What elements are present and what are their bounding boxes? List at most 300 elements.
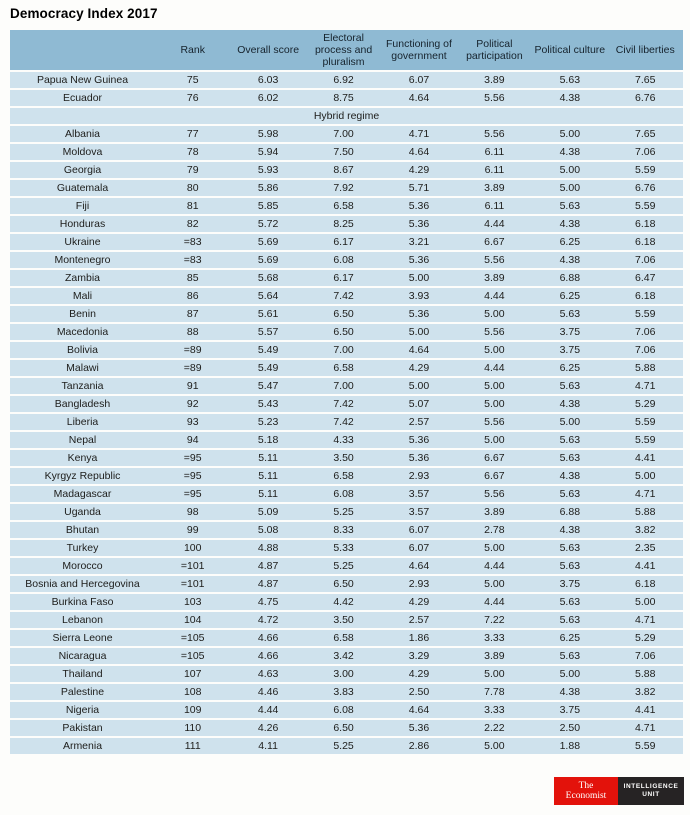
cell-value: 4.66: [230, 648, 305, 664]
table-row: [10, 666, 683, 682]
cell-value: 5.00: [532, 414, 607, 430]
cell-value: 2.93: [381, 468, 456, 484]
cell-country: Ecuador: [10, 90, 155, 106]
cell-value: 4.38: [532, 684, 607, 700]
cell-value: 6.03: [230, 72, 305, 88]
cell-country: Uganda: [10, 504, 155, 520]
intelligence-unit-logo: [618, 777, 684, 805]
cell-value: 5.00: [608, 468, 683, 484]
cell-value: 4.42: [306, 594, 381, 610]
cell-value: 5.88: [608, 360, 683, 376]
cell-country: Georgia: [10, 162, 155, 178]
cell-value: 6.88: [532, 504, 607, 520]
cell-value: 6.58: [306, 198, 381, 214]
cell-value: 3.33: [457, 702, 532, 718]
cell-value: 4.88: [230, 540, 305, 556]
cell-value: 5.08: [230, 522, 305, 538]
cell-value: 5.00: [457, 342, 532, 358]
cell-country: Bosnia and Hercegovina: [10, 576, 155, 592]
cell-value: 4.71: [608, 612, 683, 628]
cell-value: 4.66: [230, 630, 305, 646]
table-row: [10, 738, 683, 754]
cell-country: Mali: [10, 288, 155, 304]
cell-country: Kyrgyz Republic: [10, 468, 155, 484]
cell-value: 109: [155, 702, 230, 718]
cell-value: 4.87: [230, 558, 305, 574]
cell-country: Morocco: [10, 558, 155, 574]
column-header: Electoral process and pluralism: [306, 30, 381, 70]
cell-value: 6.08: [306, 702, 381, 718]
democracy-index-table: [10, 28, 683, 756]
table-row: [10, 450, 683, 466]
cell-value: 110: [155, 720, 230, 736]
cell-value: 6.25: [532, 288, 607, 304]
cell-value: =95: [155, 450, 230, 466]
cell-value: 3.21: [381, 234, 456, 250]
cell-value: 4.46: [230, 684, 305, 700]
cell-country: Bhutan: [10, 522, 155, 538]
cell-country: Palestine: [10, 684, 155, 700]
cell-value: 6.50: [306, 720, 381, 736]
cell-value: 4.29: [381, 594, 456, 610]
economist-logo-line2: Economist: [565, 791, 607, 801]
cell-value: 5.63: [532, 72, 607, 88]
cell-value: 79: [155, 162, 230, 178]
cell-value: 3.57: [381, 504, 456, 520]
cell-value: 5.36: [381, 198, 456, 214]
cell-value: 5.11: [230, 450, 305, 466]
cell-value: 92: [155, 396, 230, 412]
cell-value: 3.42: [306, 648, 381, 664]
cell-value: 7.42: [306, 396, 381, 412]
table-row: [10, 180, 683, 196]
cell-value: 4.29: [381, 162, 456, 178]
cell-value: 7.06: [608, 324, 683, 340]
table-row: [10, 234, 683, 250]
cell-value: 5.43: [230, 396, 305, 412]
cell-value: 5.07: [381, 396, 456, 412]
column-header: Civil liberties: [608, 30, 683, 70]
cell-value: 6.50: [306, 324, 381, 340]
cell-value: =95: [155, 468, 230, 484]
cell-value: 75: [155, 72, 230, 88]
economist-logo: [554, 777, 618, 805]
cell-value: 94: [155, 432, 230, 448]
cell-value: 6.76: [608, 180, 683, 196]
cell-value: 5.71: [381, 180, 456, 196]
cell-value: 5.59: [608, 162, 683, 178]
cell-value: 4.41: [608, 558, 683, 574]
cell-value: 6.07: [381, 522, 456, 538]
cell-value: 5.86: [230, 180, 305, 196]
cell-country: Benin: [10, 306, 155, 322]
cell-value: 5.63: [532, 306, 607, 322]
table-row: [10, 144, 683, 160]
table-row: [10, 522, 683, 538]
table-row: [10, 324, 683, 340]
column-header: Overall score: [230, 30, 305, 70]
intelligence-unit-line2: UNIT: [642, 791, 660, 798]
cell-value: =89: [155, 360, 230, 376]
cell-country: Papua New Guinea: [10, 72, 155, 88]
cell-value: 4.41: [608, 702, 683, 718]
cell-country: Burkina Faso: [10, 594, 155, 610]
cell-value: 6.88: [532, 270, 607, 286]
cell-value: =101: [155, 558, 230, 574]
cell-value: 7.06: [608, 342, 683, 358]
cell-value: 5.88: [608, 504, 683, 520]
cell-value: 7.22: [457, 612, 532, 628]
cell-value: 4.44: [457, 360, 532, 376]
cell-value: 6.50: [306, 576, 381, 592]
cell-value: 8.67: [306, 162, 381, 178]
cell-value: 5.00: [532, 666, 607, 682]
cell-value: 5.00: [532, 180, 607, 196]
column-header-country: [10, 30, 155, 70]
cell-value: 4.64: [381, 144, 456, 160]
cell-value: 4.44: [230, 702, 305, 718]
cell-value: 4.33: [306, 432, 381, 448]
cell-value: 86: [155, 288, 230, 304]
cell-value: 4.38: [532, 396, 607, 412]
cell-value: 5.11: [230, 468, 305, 484]
cell-value: 5.47: [230, 378, 305, 394]
cell-value: 7.06: [608, 252, 683, 268]
cell-value: 108: [155, 684, 230, 700]
cell-value: 2.57: [381, 414, 456, 430]
cell-value: 87: [155, 306, 230, 322]
cell-value: 3.89: [457, 180, 532, 196]
table-row: [10, 342, 683, 358]
cell-value: 6.11: [457, 144, 532, 160]
cell-value: 3.00: [306, 666, 381, 682]
cell-country: Malawi: [10, 360, 155, 376]
cell-value: 5.59: [608, 738, 683, 754]
cell-value: 7.00: [306, 378, 381, 394]
column-header: Rank: [155, 30, 230, 70]
table-header: [10, 30, 683, 70]
cell-value: 3.29: [381, 648, 456, 664]
cell-value: 6.18: [608, 288, 683, 304]
cell-country: Tanzania: [10, 378, 155, 394]
cell-value: 5.63: [532, 432, 607, 448]
cell-value: 111: [155, 738, 230, 754]
cell-value: 91: [155, 378, 230, 394]
cell-country: Guatemala: [10, 180, 155, 196]
table-row: [10, 378, 683, 394]
cell-value: 4.29: [381, 360, 456, 376]
cell-value: 4.64: [381, 342, 456, 358]
cell-value: 6.18: [608, 576, 683, 592]
cell-country: Thailand: [10, 666, 155, 682]
cell-value: 5.61: [230, 306, 305, 322]
cell-value: 2.57: [381, 612, 456, 628]
cell-value: 5.29: [608, 396, 683, 412]
cell-value: 4.87: [230, 576, 305, 592]
cell-value: 3.33: [457, 630, 532, 646]
cell-value: 3.75: [532, 342, 607, 358]
cell-value: 5.64: [230, 288, 305, 304]
table-row: [10, 270, 683, 286]
cell-value: 7.78: [457, 684, 532, 700]
cell-value: 6.18: [608, 216, 683, 232]
cell-country: Kenya: [10, 450, 155, 466]
cell-value: 5.72: [230, 216, 305, 232]
cell-value: 5.00: [457, 540, 532, 556]
cell-value: 3.89: [457, 72, 532, 88]
cell-value: 6.47: [608, 270, 683, 286]
cell-value: 5.63: [532, 486, 607, 502]
cell-value: 5.00: [457, 378, 532, 394]
intelligence-unit-line1: INTELLIGENCE: [623, 783, 679, 790]
cell-value: 5.63: [532, 594, 607, 610]
cell-value: 7.65: [608, 126, 683, 142]
cell-value: 99: [155, 522, 230, 538]
cell-value: 5.69: [230, 234, 305, 250]
cell-value: 4.44: [457, 288, 532, 304]
cell-country: Fiji: [10, 198, 155, 214]
cell-value: 2.93: [381, 576, 456, 592]
cell-value: =105: [155, 630, 230, 646]
cell-value: 5.36: [381, 450, 456, 466]
cell-value: 85: [155, 270, 230, 286]
table-row: [10, 630, 683, 646]
cell-value: 88: [155, 324, 230, 340]
cell-country: Bangladesh: [10, 396, 155, 412]
cell-value: 6.92: [306, 72, 381, 88]
cell-value: 3.82: [608, 522, 683, 538]
cell-value: 6.17: [306, 270, 381, 286]
cell-value: 5.00: [457, 738, 532, 754]
table-row: [10, 594, 683, 610]
cell-value: 7.42: [306, 414, 381, 430]
cell-country: Montenegro: [10, 252, 155, 268]
cell-value: 6.11: [457, 198, 532, 214]
table-row: [10, 414, 683, 430]
cell-value: 4.63: [230, 666, 305, 682]
cell-value: 5.59: [608, 414, 683, 430]
cell-country: Liberia: [10, 414, 155, 430]
table-row: [10, 684, 683, 700]
cell-value: 5.00: [457, 306, 532, 322]
cell-country: Lebanon: [10, 612, 155, 628]
cell-value: 6.67: [457, 450, 532, 466]
cell-value: 5.93: [230, 162, 305, 178]
cell-value: 4.75: [230, 594, 305, 610]
cell-value: 6.11: [457, 162, 532, 178]
table-row: [10, 72, 683, 88]
table-row: [10, 396, 683, 412]
cell-value: 6.08: [306, 486, 381, 502]
cell-value: 5.63: [532, 450, 607, 466]
cell-value: 2.22: [457, 720, 532, 736]
cell-country: Bolivia: [10, 342, 155, 358]
cell-value: 7.42: [306, 288, 381, 304]
cell-value: 6.58: [306, 468, 381, 484]
cell-value: 80: [155, 180, 230, 196]
cell-country: Honduras: [10, 216, 155, 232]
cell-value: 4.38: [532, 144, 607, 160]
cell-value: 2.50: [381, 684, 456, 700]
cell-value: 5.25: [306, 738, 381, 754]
cell-country: Macedonia: [10, 324, 155, 340]
cell-value: 5.56: [457, 252, 532, 268]
cell-value: 3.50: [306, 450, 381, 466]
cell-value: 5.56: [457, 90, 532, 106]
cell-value: 5.63: [532, 540, 607, 556]
cell-value: 3.93: [381, 288, 456, 304]
cell-value: 6.18: [608, 234, 683, 250]
cell-value: 7.00: [306, 126, 381, 142]
cell-value: 2.86: [381, 738, 456, 754]
cell-country: Turkey: [10, 540, 155, 556]
cell-value: 5.56: [457, 126, 532, 142]
table-row: [10, 612, 683, 628]
economist-logo-line1: The: [578, 781, 594, 791]
cell-value: 3.83: [306, 684, 381, 700]
cell-value: 5.33: [306, 540, 381, 556]
table-row: [10, 648, 683, 664]
cell-value: 5.36: [381, 432, 456, 448]
cell-value: 6.25: [532, 234, 607, 250]
cell-value: 6.76: [608, 90, 683, 106]
cell-value: 5.25: [306, 558, 381, 574]
table-row: [10, 432, 683, 448]
cell-value: 5.09: [230, 504, 305, 520]
table-row: [10, 288, 683, 304]
table-row: [10, 702, 683, 718]
cell-value: =89: [155, 342, 230, 358]
cell-value: 5.63: [532, 612, 607, 628]
table-row: [10, 558, 683, 574]
cell-country: Madagascar: [10, 486, 155, 502]
cell-value: 5.59: [608, 432, 683, 448]
cell-value: 6.02: [230, 90, 305, 106]
cell-value: 3.75: [532, 324, 607, 340]
table-row: [10, 198, 683, 214]
table-row: [10, 468, 683, 484]
cell-value: 6.07: [381, 540, 456, 556]
cell-value: 77: [155, 126, 230, 142]
cell-value: 4.44: [457, 216, 532, 232]
cell-value: 5.57: [230, 324, 305, 340]
cell-value: 6.25: [532, 360, 607, 376]
cell-value: 4.26: [230, 720, 305, 736]
cell-value: 5.00: [381, 324, 456, 340]
cell-value: 5.25: [306, 504, 381, 520]
cell-value: 76: [155, 90, 230, 106]
cell-value: 3.89: [457, 648, 532, 664]
table-row: [10, 90, 683, 106]
cell-value: 81: [155, 198, 230, 214]
cell-country: Moldova: [10, 144, 155, 160]
section-row: [10, 108, 683, 124]
cell-value: 5.00: [608, 594, 683, 610]
cell-value: 5.00: [381, 270, 456, 286]
table-row: [10, 504, 683, 520]
cell-value: 5.88: [608, 666, 683, 682]
cell-country: Pakistan: [10, 720, 155, 736]
cell-value: 5.63: [532, 378, 607, 394]
cell-value: 4.64: [381, 558, 456, 574]
table-row: [10, 216, 683, 232]
cell-value: 7.00: [306, 342, 381, 358]
cell-value: 4.71: [608, 486, 683, 502]
cell-value: =83: [155, 252, 230, 268]
cell-value: 4.71: [381, 126, 456, 142]
cell-value: 6.08: [306, 252, 381, 268]
cell-value: 5.85: [230, 198, 305, 214]
cell-value: 5.56: [457, 486, 532, 502]
cell-value: 3.50: [306, 612, 381, 628]
cell-value: 7.92: [306, 180, 381, 196]
cell-value: =95: [155, 486, 230, 502]
cell-value: 5.11: [230, 486, 305, 502]
table-row: [10, 486, 683, 502]
cell-value: 5.59: [608, 306, 683, 322]
cell-value: 107: [155, 666, 230, 682]
cell-value: 7.50: [306, 144, 381, 160]
cell-value: 98: [155, 504, 230, 520]
cell-value: 5.00: [457, 432, 532, 448]
cell-value: 5.63: [532, 198, 607, 214]
cell-value: 8.33: [306, 522, 381, 538]
column-header: Political participation: [457, 30, 532, 70]
cell-value: =105: [155, 648, 230, 664]
section-label: Hybrid regime: [10, 108, 683, 124]
cell-value: 4.38: [532, 252, 607, 268]
cell-value: 5.63: [532, 558, 607, 574]
cell-value: 4.64: [381, 702, 456, 718]
cell-value: 5.00: [457, 396, 532, 412]
cell-country: Zambia: [10, 270, 155, 286]
cell-value: 4.44: [457, 558, 532, 574]
cell-value: 5.36: [381, 216, 456, 232]
cell-value: 5.00: [532, 162, 607, 178]
table-row: [10, 162, 683, 178]
cell-value: 4.71: [608, 378, 683, 394]
cell-value: 82: [155, 216, 230, 232]
cell-value: 4.41: [608, 450, 683, 466]
cell-value: 4.71: [608, 720, 683, 736]
cell-value: 5.94: [230, 144, 305, 160]
cell-value: 8.25: [306, 216, 381, 232]
column-header: Functioning of government: [381, 30, 456, 70]
cell-value: 6.58: [306, 630, 381, 646]
page-title: Democracy Index 2017: [10, 6, 158, 21]
cell-value: 4.38: [532, 90, 607, 106]
table-row: [10, 360, 683, 376]
table-row: [10, 576, 683, 592]
table-row: [10, 306, 683, 322]
economist-intelligence-unit-logo: [554, 777, 684, 805]
cell-value: 6.50: [306, 306, 381, 322]
cell-value: 4.38: [532, 468, 607, 484]
cell-value: 5.56: [457, 324, 532, 340]
cell-value: 5.69: [230, 252, 305, 268]
cell-value: 5.18: [230, 432, 305, 448]
cell-value: 5.00: [457, 576, 532, 592]
table-row: [10, 126, 683, 142]
cell-country: Albania: [10, 126, 155, 142]
cell-value: 5.49: [230, 360, 305, 376]
cell-value: 5.29: [608, 630, 683, 646]
cell-value: 5.00: [532, 126, 607, 142]
cell-value: 5.59: [608, 198, 683, 214]
cell-value: 4.11: [230, 738, 305, 754]
cell-value: 7.65: [608, 72, 683, 88]
cell-value: 5.36: [381, 252, 456, 268]
